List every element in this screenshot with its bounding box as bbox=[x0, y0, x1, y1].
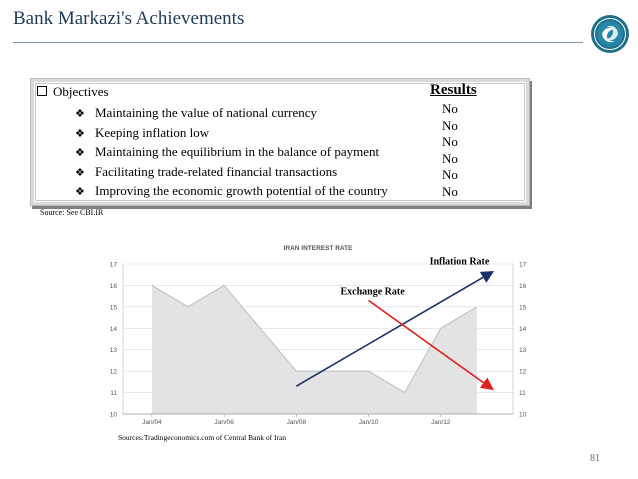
diamond-bullet-icon: ❖ bbox=[75, 166, 85, 179]
y-tick-label-left: 17 bbox=[109, 261, 117, 269]
y-tick-label-right: 10 bbox=[519, 411, 527, 419]
list-item bbox=[75, 181, 388, 201]
x-tick-label: Jan/10 bbox=[358, 419, 379, 426]
y-tick-label-left: 11 bbox=[110, 390, 117, 398]
y-tick-label-right: 16 bbox=[519, 282, 527, 290]
result-item: No bbox=[442, 117, 458, 133]
source-note: Source: See CBI.IR bbox=[40, 208, 104, 217]
result-item: No bbox=[442, 183, 458, 199]
list-item bbox=[75, 162, 388, 182]
objective-text: Maintaining the value of national currency bbox=[95, 105, 318, 120]
diamond-bullet-icon: ❖ bbox=[75, 127, 85, 140]
list-item bbox=[75, 123, 388, 143]
y-tick-label-right: 17 bbox=[519, 261, 527, 269]
y-tick-label-right: 11 bbox=[519, 390, 526, 398]
y-tick-label-left: 13 bbox=[109, 347, 117, 355]
chart-source-note: Sources:Tradingeconomics.com of Central Bank of Iran bbox=[118, 433, 287, 442]
objective-text: Keeping inflation low bbox=[95, 124, 210, 140]
result-item: No bbox=[442, 167, 458, 182]
interest-rate-chart bbox=[95, 238, 545, 438]
y-tick-label-right: 14 bbox=[519, 325, 527, 333]
objective-text: Maintaining the equilibrium in the balance of payment bbox=[95, 144, 380, 159]
x-tick-label: Jan/08 bbox=[286, 419, 307, 426]
list-item bbox=[75, 142, 388, 162]
chart-title: IRAN INTEREST RATE bbox=[283, 245, 353, 252]
y-tick-label-right: 13 bbox=[519, 347, 527, 355]
y-tick-label-right: 15 bbox=[519, 304, 527, 312]
y-tick-label-left: 14 bbox=[109, 325, 117, 333]
result-item: No bbox=[442, 101, 458, 116]
objective-text: Facilitating trade-related financial transactions bbox=[95, 163, 338, 179]
results-heading: Results bbox=[430, 82, 477, 98]
y-tick-label-left: 10 bbox=[109, 411, 117, 419]
results-list bbox=[442, 101, 458, 200]
diamond-bullet-icon: ❖ bbox=[75, 186, 85, 198]
list-item bbox=[75, 103, 388, 123]
x-tick-label: Jan/04 bbox=[142, 419, 162, 426]
inflation-rate-label: Inflation Rate bbox=[429, 256, 490, 268]
objectives-heading-text: Objectives bbox=[53, 84, 109, 99]
objective-text: Improving the economic growth potential of the country bbox=[95, 183, 388, 198]
slide-title: Bank Markazi's Achievements bbox=[13, 8, 245, 29]
title-divider bbox=[13, 42, 583, 43]
exchange-rate-label: Exchange Rate bbox=[340, 286, 405, 298]
x-tick-label: Jan/06 bbox=[214, 419, 234, 426]
x-tick-label: Jan/12 bbox=[431, 419, 451, 426]
diamond-bullet-icon: ❖ bbox=[75, 108, 85, 120]
checkbox-bullet-icon bbox=[37, 86, 47, 96]
y-tick-label-left: 15 bbox=[109, 304, 117, 312]
objectives-heading bbox=[37, 84, 109, 100]
result-item: No bbox=[442, 150, 458, 166]
objectives-list bbox=[75, 103, 388, 201]
diamond-bullet-icon: ❖ bbox=[75, 147, 85, 159]
y-tick-label-right: 12 bbox=[519, 368, 527, 376]
objectives-box bbox=[30, 78, 530, 206]
page-number: 81 bbox=[590, 453, 600, 464]
central-bank-logo bbox=[590, 14, 630, 54]
result-item: No bbox=[442, 134, 458, 149]
y-tick-label-left: 16 bbox=[109, 282, 117, 290]
y-tick-label-left: 12 bbox=[109, 368, 117, 376]
